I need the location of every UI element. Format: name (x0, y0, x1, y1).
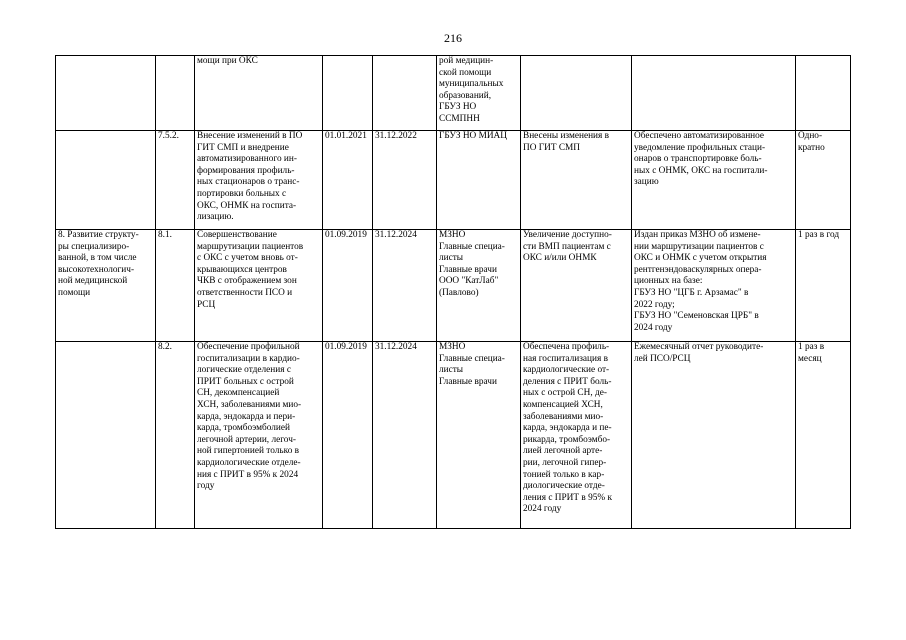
indicator-cell (632, 56, 796, 131)
executor-cell: МЗНО Главные специа- листы Главные врачи ООО "КатЛаб" (Павлово) (437, 230, 521, 342)
number-cell: 8.1. (156, 230, 195, 342)
number-cell (156, 56, 195, 131)
result-cell: Внесены изменения в ПО ГИТ СМП (521, 131, 632, 230)
result-cell: Увеличение доступно- сти ВМП пациентам с ОКС и/или ОНМК (521, 230, 632, 342)
executor-cell: рой медицин- ской помощи муниципальных образований, ГБУЗ НО ССМПНН (437, 56, 521, 131)
end-date-cell (373, 56, 437, 131)
executor-cell: МЗНО Главные специа- листы Главные врачи (437, 342, 521, 529)
activities-table (55, 55, 851, 529)
activity-cell: Внесение изменений в ПО ГИТ СМП и внедрение автоматизированного ин- формирования профиль- ных стационаров о транс- портировки больных с ОКС, ОНМК на госпита- лизацию. (195, 131, 323, 230)
table-row (56, 56, 851, 131)
table-row (56, 131, 851, 230)
activity-cell: мощи при ОКС (195, 56, 323, 131)
activity-cell: Совершенствование маршрутизации пациентов с ОКС с учетом вновь от- крывающихся центров ЧКВ с отображением зон ответственности ПСО и РСЦ (195, 230, 323, 342)
table-row (56, 342, 851, 529)
direction-cell (56, 56, 156, 131)
table-row (56, 230, 851, 342)
direction-cell (56, 131, 156, 230)
start-date-cell: 01.01.2021 (323, 131, 373, 230)
frequency-cell: 1 раз в месяц (796, 342, 851, 529)
result-cell: Обеспечена профиль- ная госпитализация в кардиологические от- деления с ПРИТ боль- ных с острой СН, де- компенсацией ХСН, заболеваниями мио- карда, эндокарда и пе- рикарда, тромбоэмбо- лией легочной арте- рии, легочной гипер- тонией только в кар- диологические отде- ления с ПРИТ в 95% к 2024 году (521, 342, 632, 529)
indicator-cell: Ежемесячный отчет руководите- лей ПСО/РСЦ (632, 342, 796, 529)
indicator-cell: Издан приказ МЗНО об измене- нии маршрутизации пациентов с ОКС и ОНМК с учетом открытия рентгенэндоваскулярных опера- ционных на базе: ГБУЗ НО "ЦГБ г. Арзамас" в 2022 году; ГБУЗ НО "Семеновская ЦРБ" в 2024 году (632, 230, 796, 342)
start-date-cell (323, 56, 373, 131)
frequency-cell (796, 56, 851, 131)
page-number: 216 (444, 31, 462, 45)
number-cell: 8.2. (156, 342, 195, 529)
direction-cell (56, 342, 156, 529)
frequency-cell: 1 раз в год (796, 230, 851, 342)
end-date-cell: 31.12.2024 (373, 342, 437, 529)
direction-cell: 8. Развитие структу- ры специализиро- ванной, в том числе высокотехнологич- ной медицинской помощи (56, 230, 156, 342)
executor-cell: ГБУЗ НО МИАЦ (437, 131, 521, 230)
result-cell (521, 56, 632, 131)
activity-cell: Обеспечение профильной госпитализации в кардио- логические отделения с ПРИТ больных с острой СН, декомпенсацией ХСН, заболеваниями мио- карда, эндокарда и пери- карда, тромбоэмболией легочной артерии, легоч- ной гипертонией только в кардиологические отделе- ния с ПРИТ в 95% к 2024 году (195, 342, 323, 529)
end-date-cell: 31.12.2024 (373, 230, 437, 342)
end-date-cell: 31.12.2022 (373, 131, 437, 230)
indicator-cell: Обеспечено автоматизированное уведомление профильных стаци- онаров о транспортировке боль- ных с ОНМК, ОКС на госпитали- зацию (632, 131, 796, 230)
frequency-cell: Одно- кратно (796, 131, 851, 230)
start-date-cell: 01.09.2019 (323, 342, 373, 529)
number-cell: 7.5.2. (156, 131, 195, 230)
start-date-cell: 01.09.2019 (323, 230, 373, 342)
